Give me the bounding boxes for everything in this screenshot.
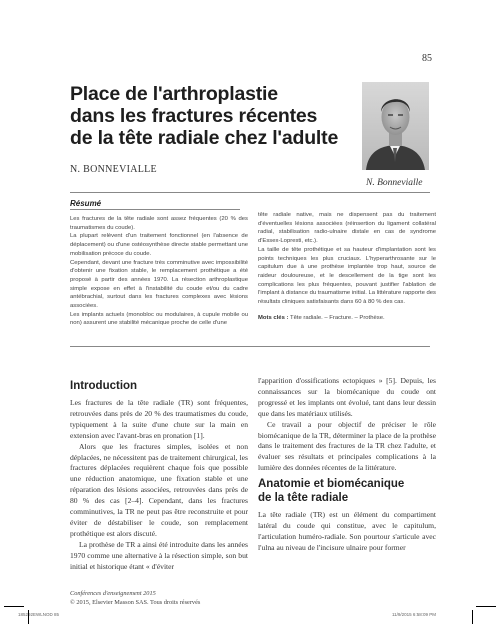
- footer-journal: Conférences d'enseignement 2015: [70, 590, 156, 597]
- title-line: de la tête radiale chez l'adulte: [70, 127, 339, 149]
- print-slug-right: 11/9/2015 6:58:09 PM: [392, 612, 436, 617]
- footer-copyright: © 2015, Elsevier Masson SAS. Tous droits réservés: [70, 598, 201, 606]
- portrait-caption: N. Bonnevialle: [366, 178, 423, 188]
- divider: [70, 346, 430, 347]
- abstract-paragraph: Cependant, devant une fracture très comminutive avec impossibilité d'obtenir une fixation stable, le remplacement prothétique a été proposé à partir des années 1970. La résection arthroplastique simple expose en effet à l'instabilité du coude et/ou du cadre antébrachial, surtout dans les fractures complexes avec lésions associées.: [70, 259, 248, 310]
- body-right-column: [258, 376, 436, 474]
- anatomy-text: [258, 510, 436, 554]
- title-line: dans les fractures récentes: [70, 105, 318, 127]
- abstract-right-column: [258, 211, 436, 307]
- abstract-paragraph: La taille de tête prothétique et sa hauteur d'implantation sont les points techniques les plus cruciaux. L'hyperarthrosante sur le capitulum due à une prothèse implantée trop haut, source de raideur douloureuse, et le descellement de la tige sont les complications les plus fréquentes, pouvant justifier l'ablation de l'implant à distance du traumatisme initial. La littérature rapporte des résultats cliniques satisfaisants dans 60 à 80 % des cas.: [258, 246, 436, 306]
- body-left-column: [70, 398, 248, 573]
- heading-line: Anatomie et biomécanique: [258, 478, 405, 490]
- page-number: 85: [422, 53, 432, 64]
- crop-mark: [472, 610, 473, 624]
- summary-heading: Résumé: [70, 199, 102, 208]
- divider: [70, 209, 240, 210]
- body-paragraph: La prothèse de TR a ainsi été introduite dans les années 1970 comme une alternative à la résection simple, son but initial et historique étant « d'éviter: [70, 539, 248, 571]
- abstract-paragraph: tête radiale native, mais ne dispensent pas du traitement d'éventuelles lésions associées (réinsertion du ligament collatéral radial, stabilisation radio-ulnaire distale en cas de syndrome d'Essex-Lopresti, etc.).: [258, 212, 436, 245]
- title-line: Place de l'arthroplastie: [70, 83, 278, 105]
- crop-mark: [4, 606, 24, 607]
- author-portrait: [362, 82, 429, 170]
- body-paragraph: La tête radiale (TR) est un élément du compartiment latéral du coude qui constitue, avec le capitulum, l'articulation huméro-radiale. Son pourtour s'articule avec l'ulna au niveau de l'incisure ulnaire pour former: [258, 510, 436, 552]
- author-name: N. BONNEVIALLE: [70, 164, 157, 175]
- abstract-paragraph: La plupart relèvent d'un traitement fonctionnel (en l'absence de déplacement) ou d'une ostéosynthèse directe stable permettant une mobilisation précoce du coude.: [70, 233, 248, 257]
- print-slug-left: 185292EWLNOD 85: [18, 612, 60, 617]
- body-paragraph: Les fractures de la tête radiale (TR) sont fréquentes, retrouvées dans près de 20 % des traumatismes du coude, typiquement à la suite d'une chute sur la main en extension avec l'avant-bras en pronation [1].: [70, 398, 248, 440]
- abstract-paragraph: Les fractures de la tête radiale sont assez fréquentes (20 % des traumatismes du coude).: [70, 216, 248, 231]
- crop-mark: [28, 610, 29, 624]
- author-portrait-image: [362, 82, 429, 170]
- abstract-paragraph: Les implants actuels (monobloc ou modulaires, à cupule mobile ou non) assurent une stabilité mécanique proche de celle d'une: [70, 311, 248, 327]
- keywords-line: [258, 315, 385, 321]
- heading-line: de la tête radiale: [258, 491, 349, 504]
- body-paragraph: Alors que les fractures simples, isolées et non déplacées, ne nécessitent pas de traitement chirurgical, les fractures déplacées requièrent chaque fois que possible une réduction anatomique, une fixation stable et une réparation des lésions associées, retrouvées dans près de 80 % des cas [2–4]. Cependant, dans les fractures comminutives, la TR ne peut pas être reconstruite et pour éviter de déstabiliser le coude, son remplacement prothétique est alors discuté.: [70, 441, 248, 538]
- keywords-label: Mots clés :: [258, 315, 289, 321]
- section-heading-anatomy: [258, 478, 404, 505]
- footer-note: [70, 590, 200, 607]
- crop-mark: [476, 606, 496, 607]
- keywords-values: Tête radiale. – Fracture. – Prothèse.: [289, 315, 385, 321]
- section-heading-introduction: Introduction: [70, 380, 138, 392]
- body-paragraph: l'apparition d'ossifications ectopiques » [5]. Depuis, les connaissances sur la biomécanique du coude ont progressé et les implants ont évolué, tant dans leur dessin que dans les matériaux utilisés.: [258, 376, 436, 418]
- divider: [70, 192, 430, 193]
- article-title: [70, 83, 350, 149]
- body-paragraph: Ce travail a pour objectif de préciser le rôle biomécanique de la TR, déterminer la place de la prothèse dans le traitement des fractures de la TR chez l'adulte, et évaluer ses résultats et principales complications à la lumière des données récentes de la littérature.: [258, 419, 436, 473]
- abstract-left-column: [70, 215, 248, 328]
